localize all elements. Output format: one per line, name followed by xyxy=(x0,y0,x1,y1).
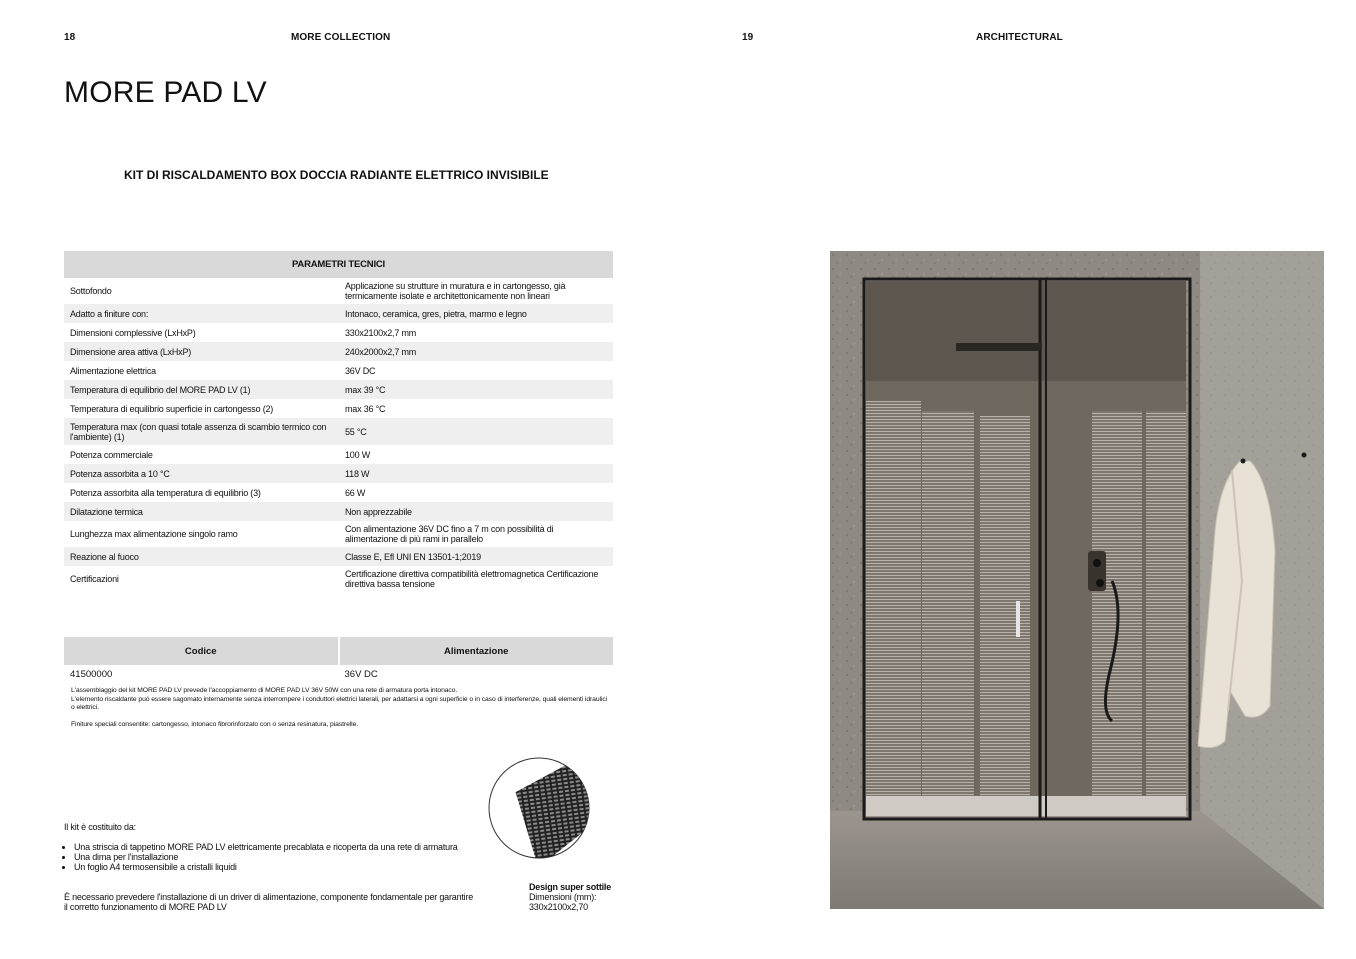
design-dimensions-value: 330x2100x2,70 xyxy=(529,902,588,912)
param-label: Potenza assorbita a 10 °C xyxy=(64,464,339,483)
codes-header-code: Codice xyxy=(64,637,339,665)
params-table xyxy=(64,251,613,592)
notes xyxy=(71,687,611,729)
param-label: Temperatura max (con quasi totale assenza di scambio termico con l'ambiente) (1) xyxy=(64,418,339,445)
param-value: Con alimentazione 36V DC fino a 7 m con possibilità di alimentazione di più rami in parallelo xyxy=(345,524,554,544)
kit-item: • Un foglio A4 termosensibile a cristalli liquidi xyxy=(74,862,494,872)
kit-footer: È necessario prevedere l'installazione di un driver di alimentazione, componente fondamentale per garantire il corretto funzionamento di MORE PAD LV xyxy=(64,892,474,912)
page-subtitle: KIT DI RISCALDAMENTO BOX DOCCIA RADIANTE ELETTRICO INVISIBILE xyxy=(124,168,549,182)
params-table-header: PARAMETRI TECNICI xyxy=(64,251,613,278)
note-line: L'elemento riscaldante può essere sagomato internamente senza interrompere i conduttori elettrici laterali, per adattarsi a ogni superficie o in caso di interferenze, quali elementi idraulici o elettrici. xyxy=(71,695,608,712)
param-label: Dimensioni complessive (LxHxP) xyxy=(70,327,196,338)
shower-photo xyxy=(830,251,1324,909)
param-label: Adatto a finiture con: xyxy=(64,304,339,323)
page-title: MORE PAD LV xyxy=(64,76,267,109)
param-label: Alimentazione elettrica xyxy=(70,365,156,376)
power-value: 36V DC xyxy=(344,669,378,680)
codes-header-power: Alimentazione xyxy=(339,637,614,665)
page-number-left: 18 xyxy=(64,32,76,43)
page-number-right: 19 xyxy=(742,32,754,43)
param-value: 118 W xyxy=(339,464,613,483)
param-label: Reazione al fuoco xyxy=(64,547,339,566)
param-label: Temperatura di equilibrio superficie in cartongesso (2) xyxy=(70,403,274,414)
section-title-right: ARCHITECTURAL xyxy=(976,32,1063,43)
codes-table xyxy=(64,637,613,684)
code-value: 41500000 xyxy=(70,669,113,680)
param-label: Sottofondo xyxy=(70,286,112,296)
param-value: Applicazione su strutture in muratura e in cartongesso, già termicamente isolate e architettonicamente non lineari xyxy=(345,281,566,301)
kit-item: • Una striscia di tappetino MORE PAD LV elettricamente precablata e ricoperta da una rete di armatura xyxy=(74,842,494,852)
param-label: Lunghezza max alimentazione singolo ramo xyxy=(70,529,238,539)
param-label: Temperatura di equilibrio del MORE PAD LV (1) xyxy=(64,380,339,399)
param-value: Intonaco, ceramica, gres, pietra, marmo e legno xyxy=(339,304,613,323)
param-value: 240x2000x2,7 mm xyxy=(339,342,613,361)
param-value: max 36 °C xyxy=(345,403,386,414)
param-value: Classe E, Efl UNI EN 13501-1;2019 xyxy=(339,547,613,566)
design-title: Design super sottile xyxy=(529,882,612,892)
param-value: 66 W xyxy=(345,487,366,498)
param-label: Dimensione area attiva (LxHxP) xyxy=(64,342,339,361)
note-line: L'assemblaggio del kit MORE PAD LV prevede l'accoppiamento di MORE PAD LV 36V 50W con una rete di armatura porta intonaco. xyxy=(71,687,458,694)
param-value: max 39 °C xyxy=(339,380,613,399)
param-value: Certificazione direttiva compatibilità elettromagnetica Certificazione direttiva bassa tensione xyxy=(345,569,599,589)
param-value: 100 W xyxy=(345,449,371,460)
param-label: Certificazioni xyxy=(70,574,119,584)
param-label: Potenza assorbita alla temperatura di equilibrio (3) xyxy=(70,487,261,498)
param-value: 55 °C xyxy=(339,418,613,445)
mesh-detail-illustration xyxy=(488,757,590,859)
kit-item: • Una dima per l'installazione xyxy=(74,852,494,862)
design-dimensions-label: Dimensioni (mm): xyxy=(529,892,597,902)
param-value: 36V DC xyxy=(345,365,376,376)
kit-intro: Il kit è costituito da: xyxy=(64,822,136,832)
param-label: Potenza commerciale xyxy=(70,449,153,460)
param-value: 330x2100x2,7 mm xyxy=(345,327,417,338)
section-title-left: MORE COLLECTION xyxy=(291,32,391,43)
note-line: Finiture speciali consentite: cartongesso, intonaco fibrorinforzato con o senza resinatura, piastrelle. xyxy=(71,720,359,728)
param-value: Non apprezzabile xyxy=(339,502,613,521)
param-label: Dilatazione termica xyxy=(64,502,339,521)
kit-list xyxy=(64,842,494,872)
